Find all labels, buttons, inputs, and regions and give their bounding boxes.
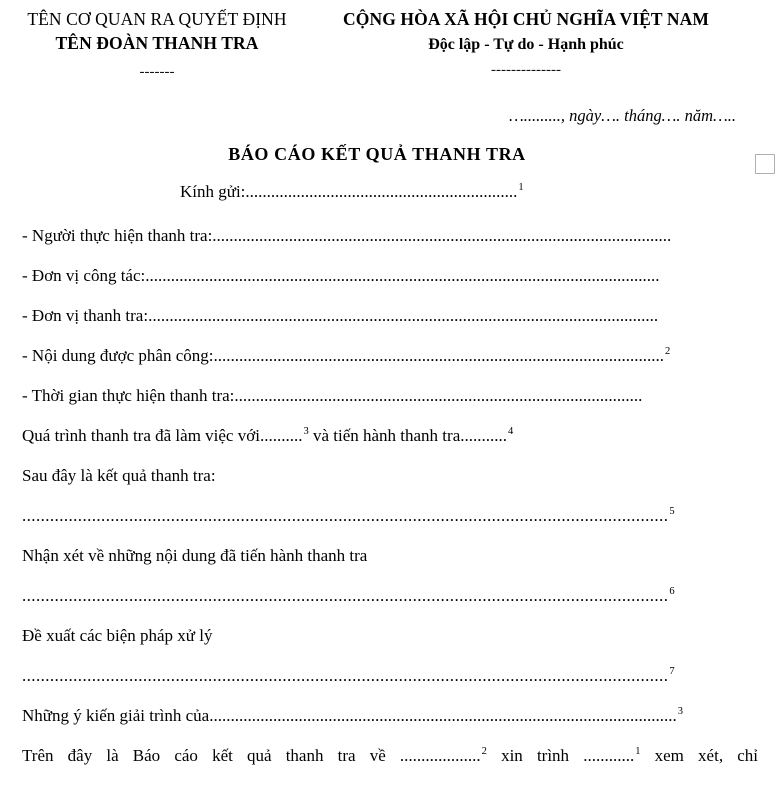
margin-checkbox-placeholder[interactable] [755,154,775,174]
explanation-footnote-marker: 3 [677,706,683,718]
header-left-rule: ------- [139,64,175,81]
process-text-part-1: Quá trình thanh tra đã làm việc với [22,425,260,445]
section-footnote-marker: 5 [669,506,676,518]
field-row [22,256,758,296]
section-dots: ........................................................................................................................................... [22,585,669,605]
inspection-team-name: TÊN ĐOÀN THANH TRA [55,32,259,53]
process-text-part-2: và tiến hành thanh tra [308,425,461,445]
section-footnote-marker: 6 [669,586,676,598]
process-footnote-marker-1: 3 [303,426,309,438]
field-label: - Đơn vị công tác: [22,265,146,285]
process-dots-2: ........... [460,425,507,445]
section-heading: Sau đây là kết quả thanh tra: [22,465,216,485]
field-row [22,296,758,336]
document-body [0,216,782,776]
recipient-footnote-marker: 1 [518,182,524,194]
field-footnote-marker: 2 [664,346,671,358]
recipient-label: Kính gửi: [180,181,246,201]
closing-line [22,736,758,776]
date-placeholder-line: …........., ngày…. tháng…. năm….. [509,105,736,125]
field-dots: .......................................................................................................... [213,345,664,365]
explanation-dots: .............................................................................................................. [209,705,677,725]
section-heading: Đề xuất các biện pháp xử lý [22,625,213,645]
section-heading: Nhận xét về những nội dung đã tiến hành thanh tra [22,545,368,565]
field-footnote-marker [642,386,643,397]
closing-dots-1: ................... [399,745,481,765]
header-right-block [300,8,782,82]
issuing-agency-name: TÊN CƠ QUAN RA QUYẾT ĐỊNH [27,9,287,29]
field-footnote-marker [671,226,672,237]
explanation-label: Những ý kiến giải trình của [22,705,210,725]
section-dots: ........................................................................................................................................... [22,505,669,525]
national-title: CỘNG HÒA XÃ HỘI CHỦ NGHĨA VIỆT NAM [343,9,709,29]
section-footnote-marker: 7 [669,666,676,678]
document-title: BÁO CÁO KẾT QUẢ THANH TRA [228,143,526,164]
closing-footnote-marker-1: 2 [481,746,487,758]
field-footnote-marker [658,306,659,317]
field-label: - Người thực hiện thanh tra: [22,225,213,245]
field-dots: ................................................................................................ [234,385,643,405]
recipient-dots: ................................................................ [245,181,518,201]
header-left-block [0,8,300,84]
national-motto: Độc lập - Tự do - Hạnh phúc [428,35,624,53]
section-dots: ........................................................................................................................................... [22,665,669,685]
section-answer-dots [22,656,758,696]
explanation-line [22,696,758,736]
field-label: - Đơn vị thanh tra: [22,305,149,325]
field-label: - Nội dung được phân công: [22,345,214,365]
process-footnote-marker-2: 4 [507,426,514,438]
field-dots: ......................................................................................................................... [145,265,660,285]
field-footnote-marker [659,266,660,277]
recipient-line [0,182,782,202]
closing-text-part-2: xin trình [501,745,570,765]
closing-text-part-3: xem xét, chỉ [654,745,758,765]
field-dots: ........................................................................................................................ [148,305,659,325]
inspection-process-line [22,416,758,456]
field-row [22,336,758,376]
field-label: - Thời gian thực hiện thanh tra: [22,385,235,405]
document-header [0,0,782,84]
section-answer-dots [22,576,758,616]
field-row [22,376,758,416]
header-right-rule: -------------- [491,62,561,79]
closing-text-part-1: Trên đây là Báo cáo kết quả thanh tra về [22,745,386,765]
field-dots: ............................................................................................................ [212,225,672,245]
process-dots-1: .......... [259,425,303,445]
closing-dots-2: ............ [583,745,635,765]
section-answer-dots [22,496,758,536]
field-row [22,216,758,256]
closing-footnote-marker-2: 1 [635,746,641,758]
